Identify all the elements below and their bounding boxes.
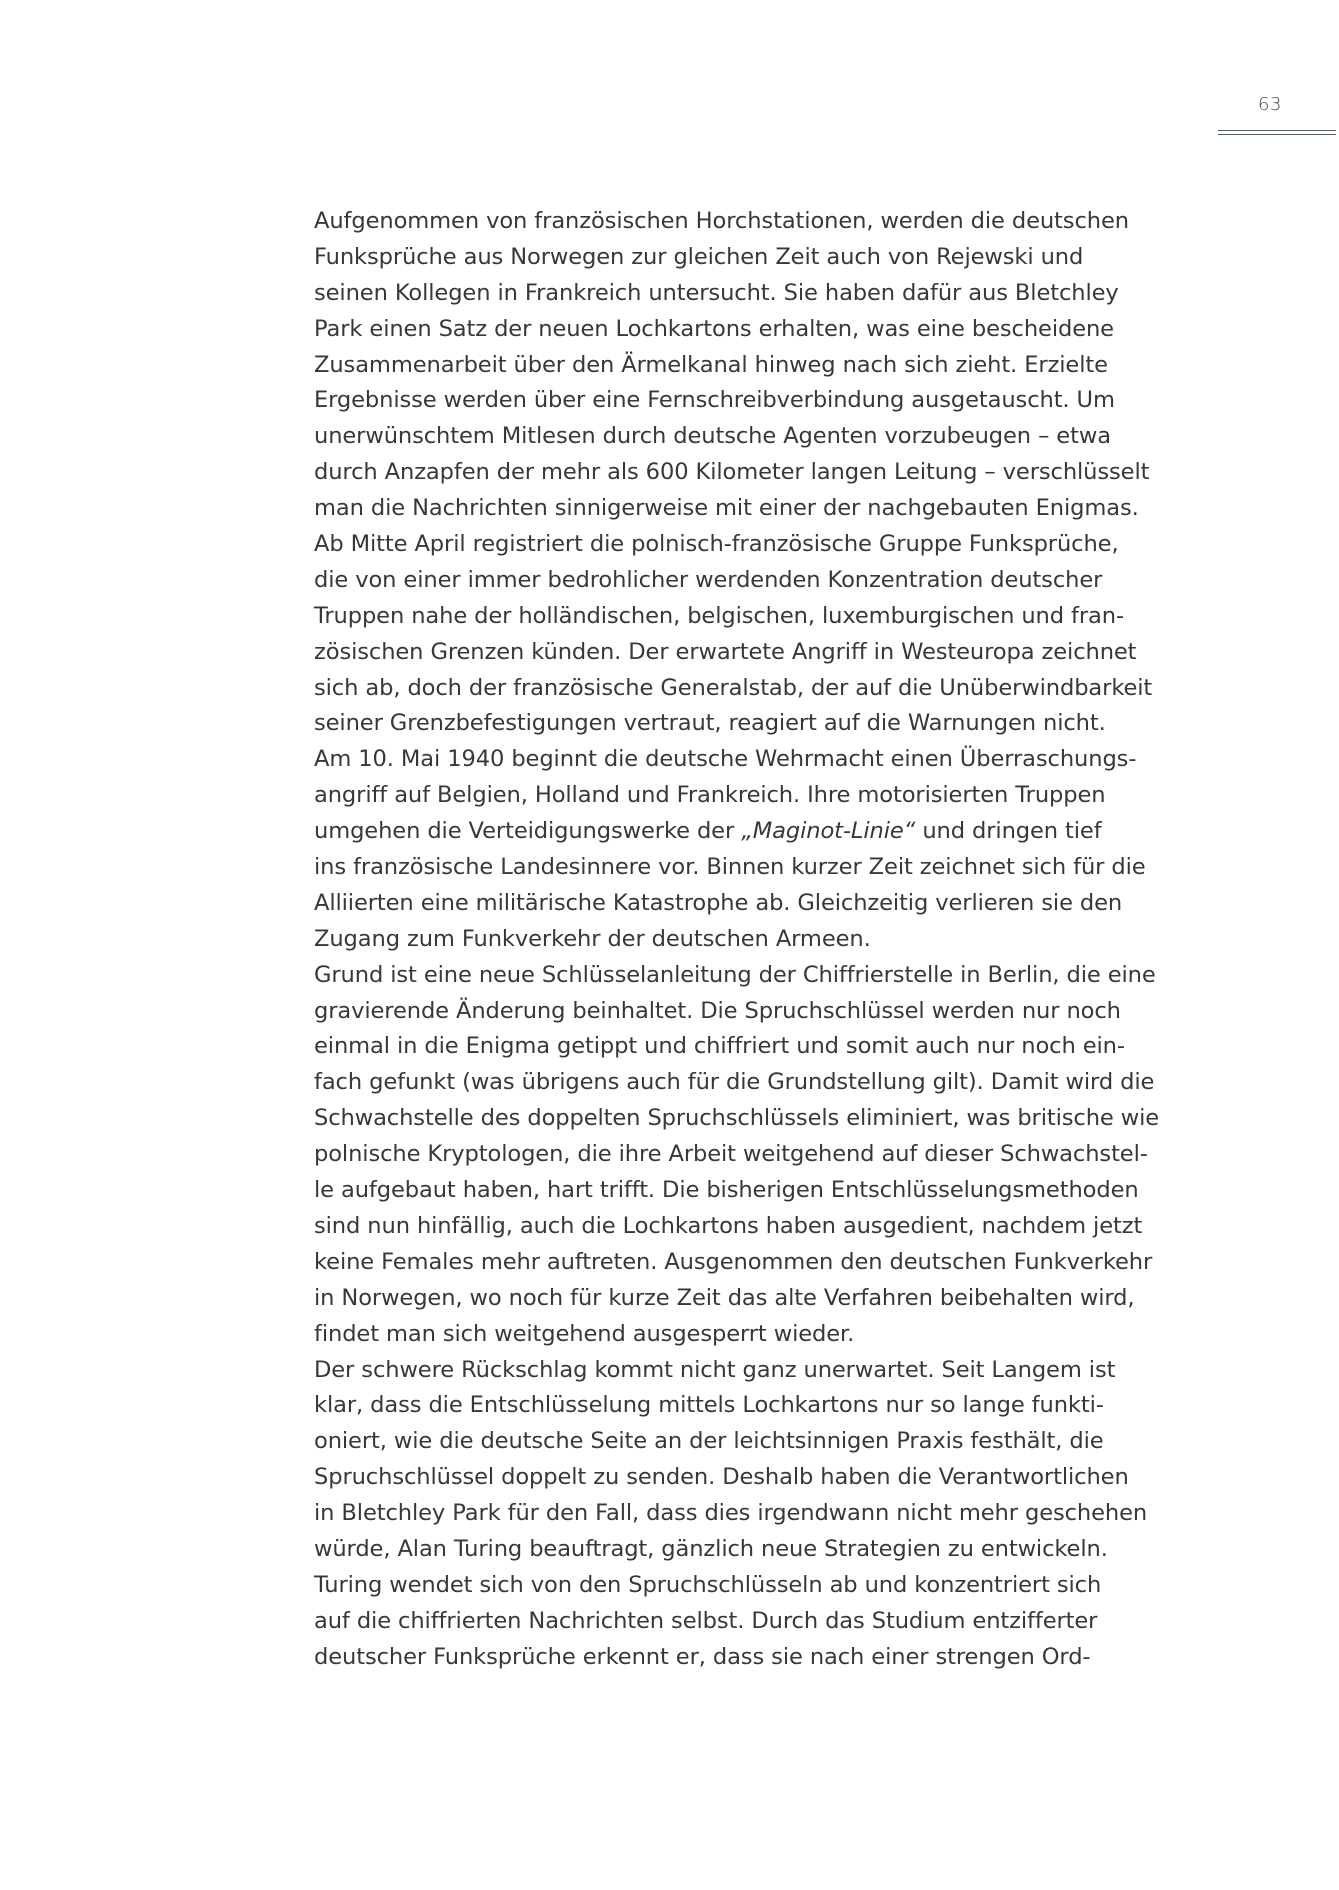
text-line: fach gefunkt (was übrigens auch für die Grundstellung gilt). Damit wird die: [314, 1069, 1155, 1096]
text-line: zösischen Grenzen künden. Der erwartete Angriff in Westeuropa zeichnet: [314, 638, 1137, 665]
text-line: klar, dass die Entschlüsselung mittels Lochkartons nur so lange funkti-: [314, 1392, 1104, 1419]
text-line: durch Anzapfen der mehr als 600 Kilometer langen Leitung – verschlüsselt: [314, 459, 1150, 486]
text-line: oniert, wie die deutsche Seite an der leichtsinnigen Praxis festhält, die: [314, 1428, 1104, 1455]
text-line: seiner Grenzbefestigungen vertraut, reagiert auf die Warnungen nicht.: [314, 710, 1106, 737]
text-line: findet man sich weitgehend ausgesperrt wieder.: [314, 1320, 855, 1347]
text-line: Turing wendet sich von den Spruchschlüsseln ab und konzentriert sich: [314, 1571, 1102, 1598]
maginot-linie-term: „Maginot-Linie“: [741, 818, 916, 845]
text-line: auf die chiffrierten Nachrichten selbst. Durch das Studium entzifferter: [314, 1607, 1098, 1634]
text-line: sind nun hinfällig, auch die Lochkartons haben ausgedient, nachdem jetzt: [314, 1212, 1143, 1239]
text-line: Ergebnisse werden über eine Fernschreibverbindung ausgetauscht. Um: [314, 387, 1115, 414]
text-line: Alliierten eine militärische Katastrophe ab. Gleichzeitig verlieren sie den: [314, 889, 1123, 916]
text-line: Aufgenommen von französischen Horchstationen, werden die deutschen: [314, 208, 1129, 234]
text-line: Grund ist eine neue Schlüsselanleitung der Chiffrierstelle in Berlin, die eine: [314, 961, 1156, 988]
text-line: Der schwere Rückschlag kommt nicht ganz unerwartet. Seit Langem ist: [314, 1356, 1116, 1383]
text-line-maginot: [314, 814, 1214, 850]
text-line: Zugang zum Funkverkehr der deutschen Armeen.: [314, 925, 871, 952]
body-text: [314, 204, 1214, 1676]
text-line: Truppen nahe der holländischen, belgischen, luxemburgischen und fran-: [314, 602, 1124, 629]
text-line: die von einer immer bedrohlicher werdenden Konzentration deutscher: [314, 566, 1103, 593]
text-line: angriff auf Belgien, Holland und Frankreich. Ihre motorisierten Truppen: [314, 782, 1106, 809]
text-line: unerwünschtem Mitlesen durch deutsche Agenten vorzubeugen – etwa: [314, 423, 1111, 450]
text-line: Park einen Satz der neuen Lochkartons erhalten, was eine bescheidene: [314, 315, 1114, 342]
text-line: Funksprüche aus Norwegen zur gleichen Zeit auch von Rejewski und: [314, 243, 1084, 270]
text-line: deutscher Funksprüche erkennt er, dass sie nach einer strengen Ord-: [314, 1643, 1091, 1670]
text-line: in Norwegen, wo noch für kurze Zeit das alte Verfahren beibehalten wird,: [314, 1284, 1135, 1311]
text-line: Zusammenarbeit über den Ärmelkanal hinweg nach sich zieht. Erzielte: [314, 351, 1108, 378]
text-line: würde, Alan Turing beauftragt, gänzlich neue Strategien zu entwickeln.: [314, 1535, 1108, 1562]
header-rule-top: [1218, 130, 1336, 131]
text-line: gravierende Änderung beinhaltet. Die Spruchschlüssel werden nur noch: [314, 997, 1121, 1024]
header-rule-bottom: [1218, 134, 1336, 135]
text-line: Ab Mitte April registriert die polnisch-französische Gruppe Funksprüche,: [314, 531, 1119, 558]
text-line: man die Nachrichten sinnigerweise mit einer der nachgebauten Enigmas.: [314, 495, 1139, 522]
text-line: sich ab, doch der französische Generalstab, der auf die Unüberwindbarkeit: [314, 674, 1153, 701]
text-line: Schwachstelle des doppelten Spruchschlüssels eliminiert, was britische wie: [314, 1105, 1160, 1132]
text-line: ins französische Landesinnere vor. Binnen kurzer Zeit zeichnet sich für die: [314, 854, 1146, 881]
text-segment: und dringen tief: [915, 818, 1102, 845]
text-segment: umgehen die Verteidigungswerke der: [314, 818, 742, 845]
text-line: in Bletchley Park für den Fall, dass dies irgendwann nicht mehr geschehen: [314, 1500, 1148, 1527]
text-line: seinen Kollegen in Frankreich untersucht. Sie haben dafür aus Bletchley: [314, 279, 1119, 306]
text-line: polnische Kryptologen, die ihre Arbeit weitgehend auf dieser Schwachstel-: [314, 1141, 1148, 1168]
text-line: le aufgebaut haben, hart trifft. Die bisherigen Entschlüsselungsmethoden: [314, 1177, 1139, 1204]
text-line: keine Females mehr auftreten. Ausgenommen den deutschen Funkverkehr: [314, 1248, 1153, 1275]
text-line: einmal in die Enigma getippt und chiffriert und somit auch nur noch ein-: [314, 1033, 1125, 1060]
text-line: Spruchschlüssel doppelt zu senden. Deshalb haben die Verantwortlichen: [314, 1464, 1129, 1491]
page-number: 63: [1258, 94, 1282, 115]
text-line: Am 10. Mai 1940 beginnt die deutsche Wehrmacht einen Überraschungs-: [314, 746, 1137, 773]
